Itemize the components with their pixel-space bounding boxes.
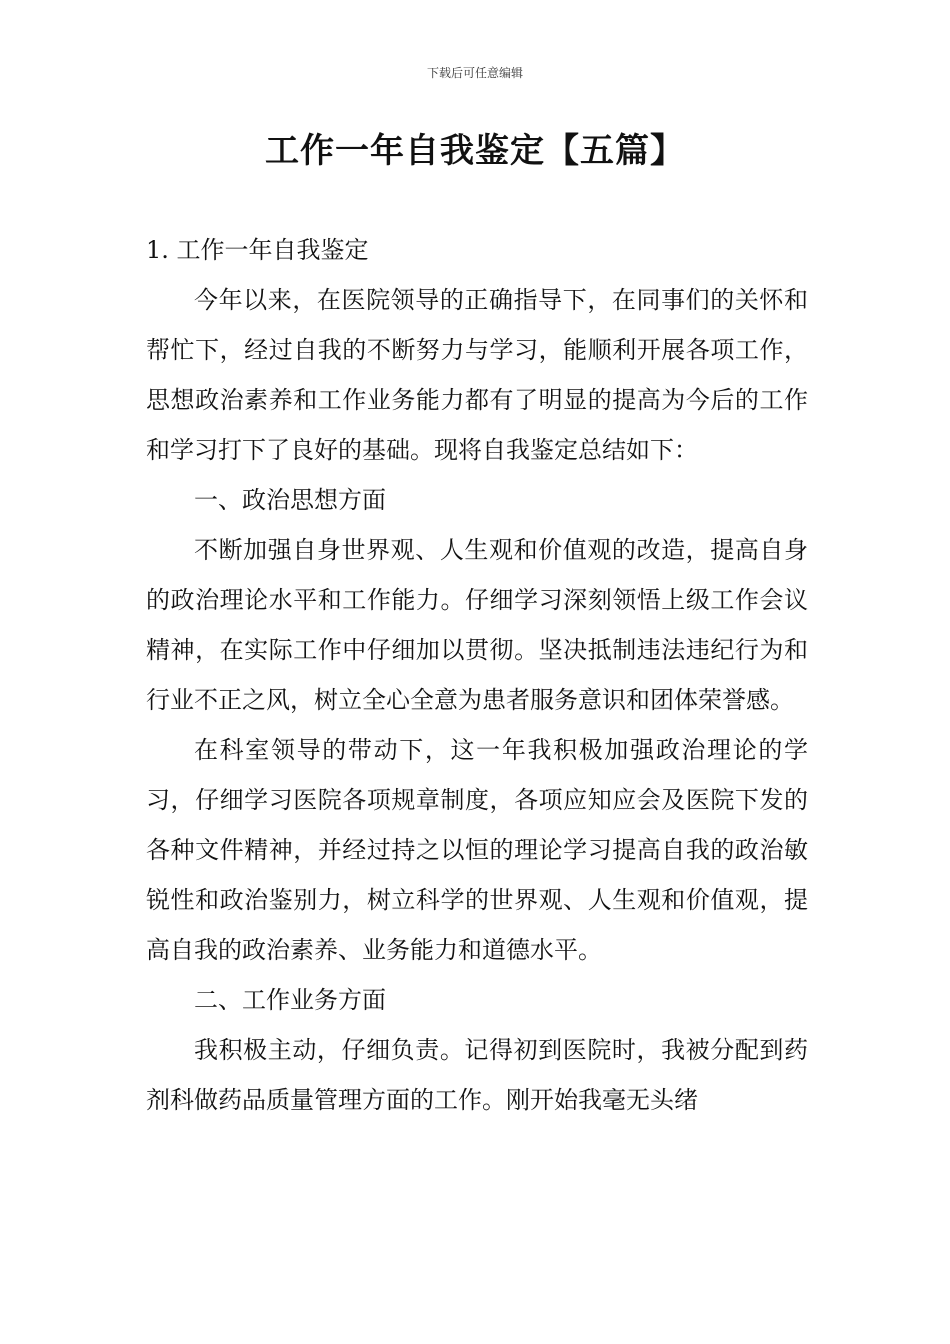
paragraph-intro: 今年以来，在医院领导的正确指导下，在同事们的关怀和帮忙下，经过自我的不断努力与学习，能顺利开展各项工作，思想政治素养和工作业务能力都有了明显的提高为今后的工作和学习打下了良好的基础。现将自我鉴定总结如下： (146, 286, 808, 464)
subheading-political: 一、政治思想方面 (194, 486, 386, 514)
page-header-note: 下载后可任意编辑 (426, 66, 523, 80)
paragraph-political-1: 不断加强自身世界观、人生观和价值观的改造，提高自身的政治理论水平和工作能力。仔细学习深刻领悟上级工作会议精神，在实际工作中仔细加以贯彻。坚决抵制违法违纪行为和行业不正之风，树立全心全意为患者服务意识和团体荣誉感。 (146, 536, 808, 714)
section-heading: 1. 工作一年自我鉴定 (146, 236, 369, 264)
document-title: 工作一年自我鉴定【五篇】 (265, 131, 685, 171)
paragraph-work-1: 我积极主动，仔细负责。记得初到医院时，我被分配到药剂科做药品质量管理方面的工作。刚开始我毫无头绪 (146, 1036, 808, 1114)
paragraph-political-2: 在科室领导的带动下，这一年我积极加强政治理论的学习，仔细学习医院各项规章制度，各项应知应会及医院下发的各种文件精神，并经过持之以恒的理论学习提高自我的政治敏锐性和政治鉴别力，树立科学的世界观、人生观和价值观，提高自我的政治素养、业务能力和道德水平。 (146, 736, 808, 964)
subheading-work: 二、工作业务方面 (194, 986, 386, 1014)
document-body (146, 225, 808, 1125)
